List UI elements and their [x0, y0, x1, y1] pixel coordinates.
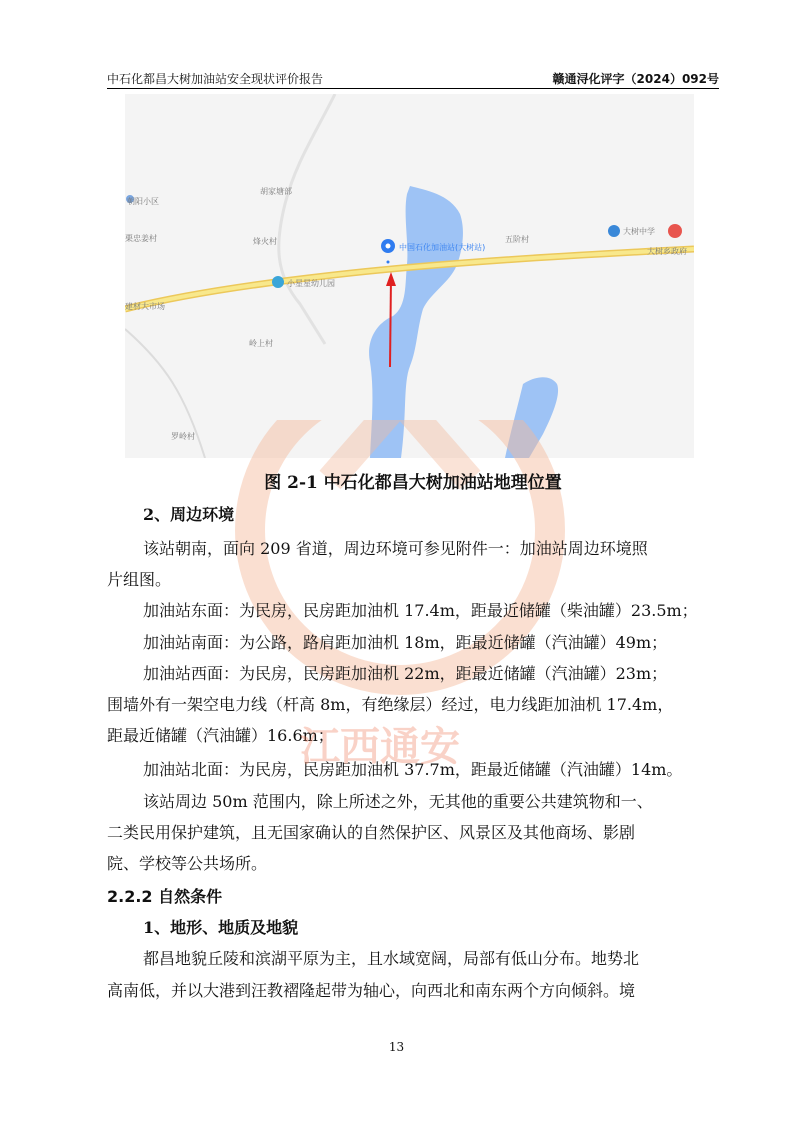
paragraph-line: 院、学校等公共场所。	[107, 854, 268, 873]
west-side: 加油站西面：为民房，民房距加油机 22m，距最近储罐（汽油罐）23m；	[143, 664, 668, 683]
location-map	[125, 94, 694, 458]
paragraph-line: 高南低，并以大港到汪教褶隆起带为轴心，向西北和南东两个方向倾斜。境	[107, 981, 636, 1000]
paragraph-line: 围墙外有一架空电力线（杆高 8m，有绝缘层）经过，电力线距加油机 17.4m，	[107, 695, 674, 714]
paragraph-line: 二类民用保护建筑，且无国家确认的自然保护区、风景区及其他商场、影剧	[107, 823, 636, 842]
map-label-wujie: 五阶村	[505, 235, 529, 244]
map-label-school: 大树中学	[623, 227, 655, 236]
paragraph-line: 片组图。	[107, 570, 172, 589]
paragraph-line: 该站周边 50m 范围内，除上所述之外，无其他的重要公共建筑物和一、	[143, 792, 653, 811]
subsection-title: 1、地形、地质及地貌	[143, 918, 299, 937]
figure-caption: 图 2-1 中石化都昌大树加油站地理位置	[264, 473, 562, 493]
paragraph-line: 该站朝南，面向 209 省道，周边环境可参见附件一：加油站周边环境照	[143, 539, 648, 558]
map-label-fenghuo: 烽火村	[253, 237, 277, 246]
map-label-lingshang: 岭上村	[249, 339, 273, 348]
section-2-2-2-heading: 2.2.2 自然条件	[107, 887, 223, 906]
page-number: 13	[388, 1040, 405, 1054]
east-side: 加油站东面：为民房，民房距加油机 17.4m，距最近储罐（柴油罐）23.5m；	[143, 601, 698, 620]
map-label-luoling: 罗岭村	[171, 432, 195, 441]
map-label-gov: 大树乡政府	[647, 247, 687, 256]
north-side: 加油站北面：为民房，民房距加油机 37.7m，距最近储罐（汽油罐）14m。	[143, 760, 683, 779]
map-label-chaoyang: 朝阳小区	[127, 197, 159, 206]
map-label-lizhong: 栗忠姜村	[125, 234, 157, 243]
paragraph-line: 都昌地貌丘陵和滨湖平原为主，且水域宽阔，局部有低山分布。地势北	[143, 949, 640, 968]
map-label-market: 建材大市场	[125, 302, 165, 311]
south-side: 加油站南面：为公路，路肩距加油机 18m，距最近储罐（汽油罐）49m；	[143, 633, 668, 652]
report-number: 赣通浔化评字（2024）092号	[552, 72, 719, 86]
map-label-station: 中国石化加油站(大树站)	[399, 243, 486, 252]
map-label-kindergarten: 小星星幼儿园	[287, 279, 335, 288]
paragraph-line: 距最近储罐（汽油罐）16.6m；	[107, 726, 334, 745]
watermark-text: 江西通安	[300, 724, 460, 770]
map-label-hujia: 胡家塘部	[260, 187, 292, 196]
section-2-title: 2、周边环境	[143, 505, 235, 524]
page-header	[107, 70, 719, 89]
report-title: 中石化都昌大树加油站安全现状评价报告	[107, 72, 324, 86]
